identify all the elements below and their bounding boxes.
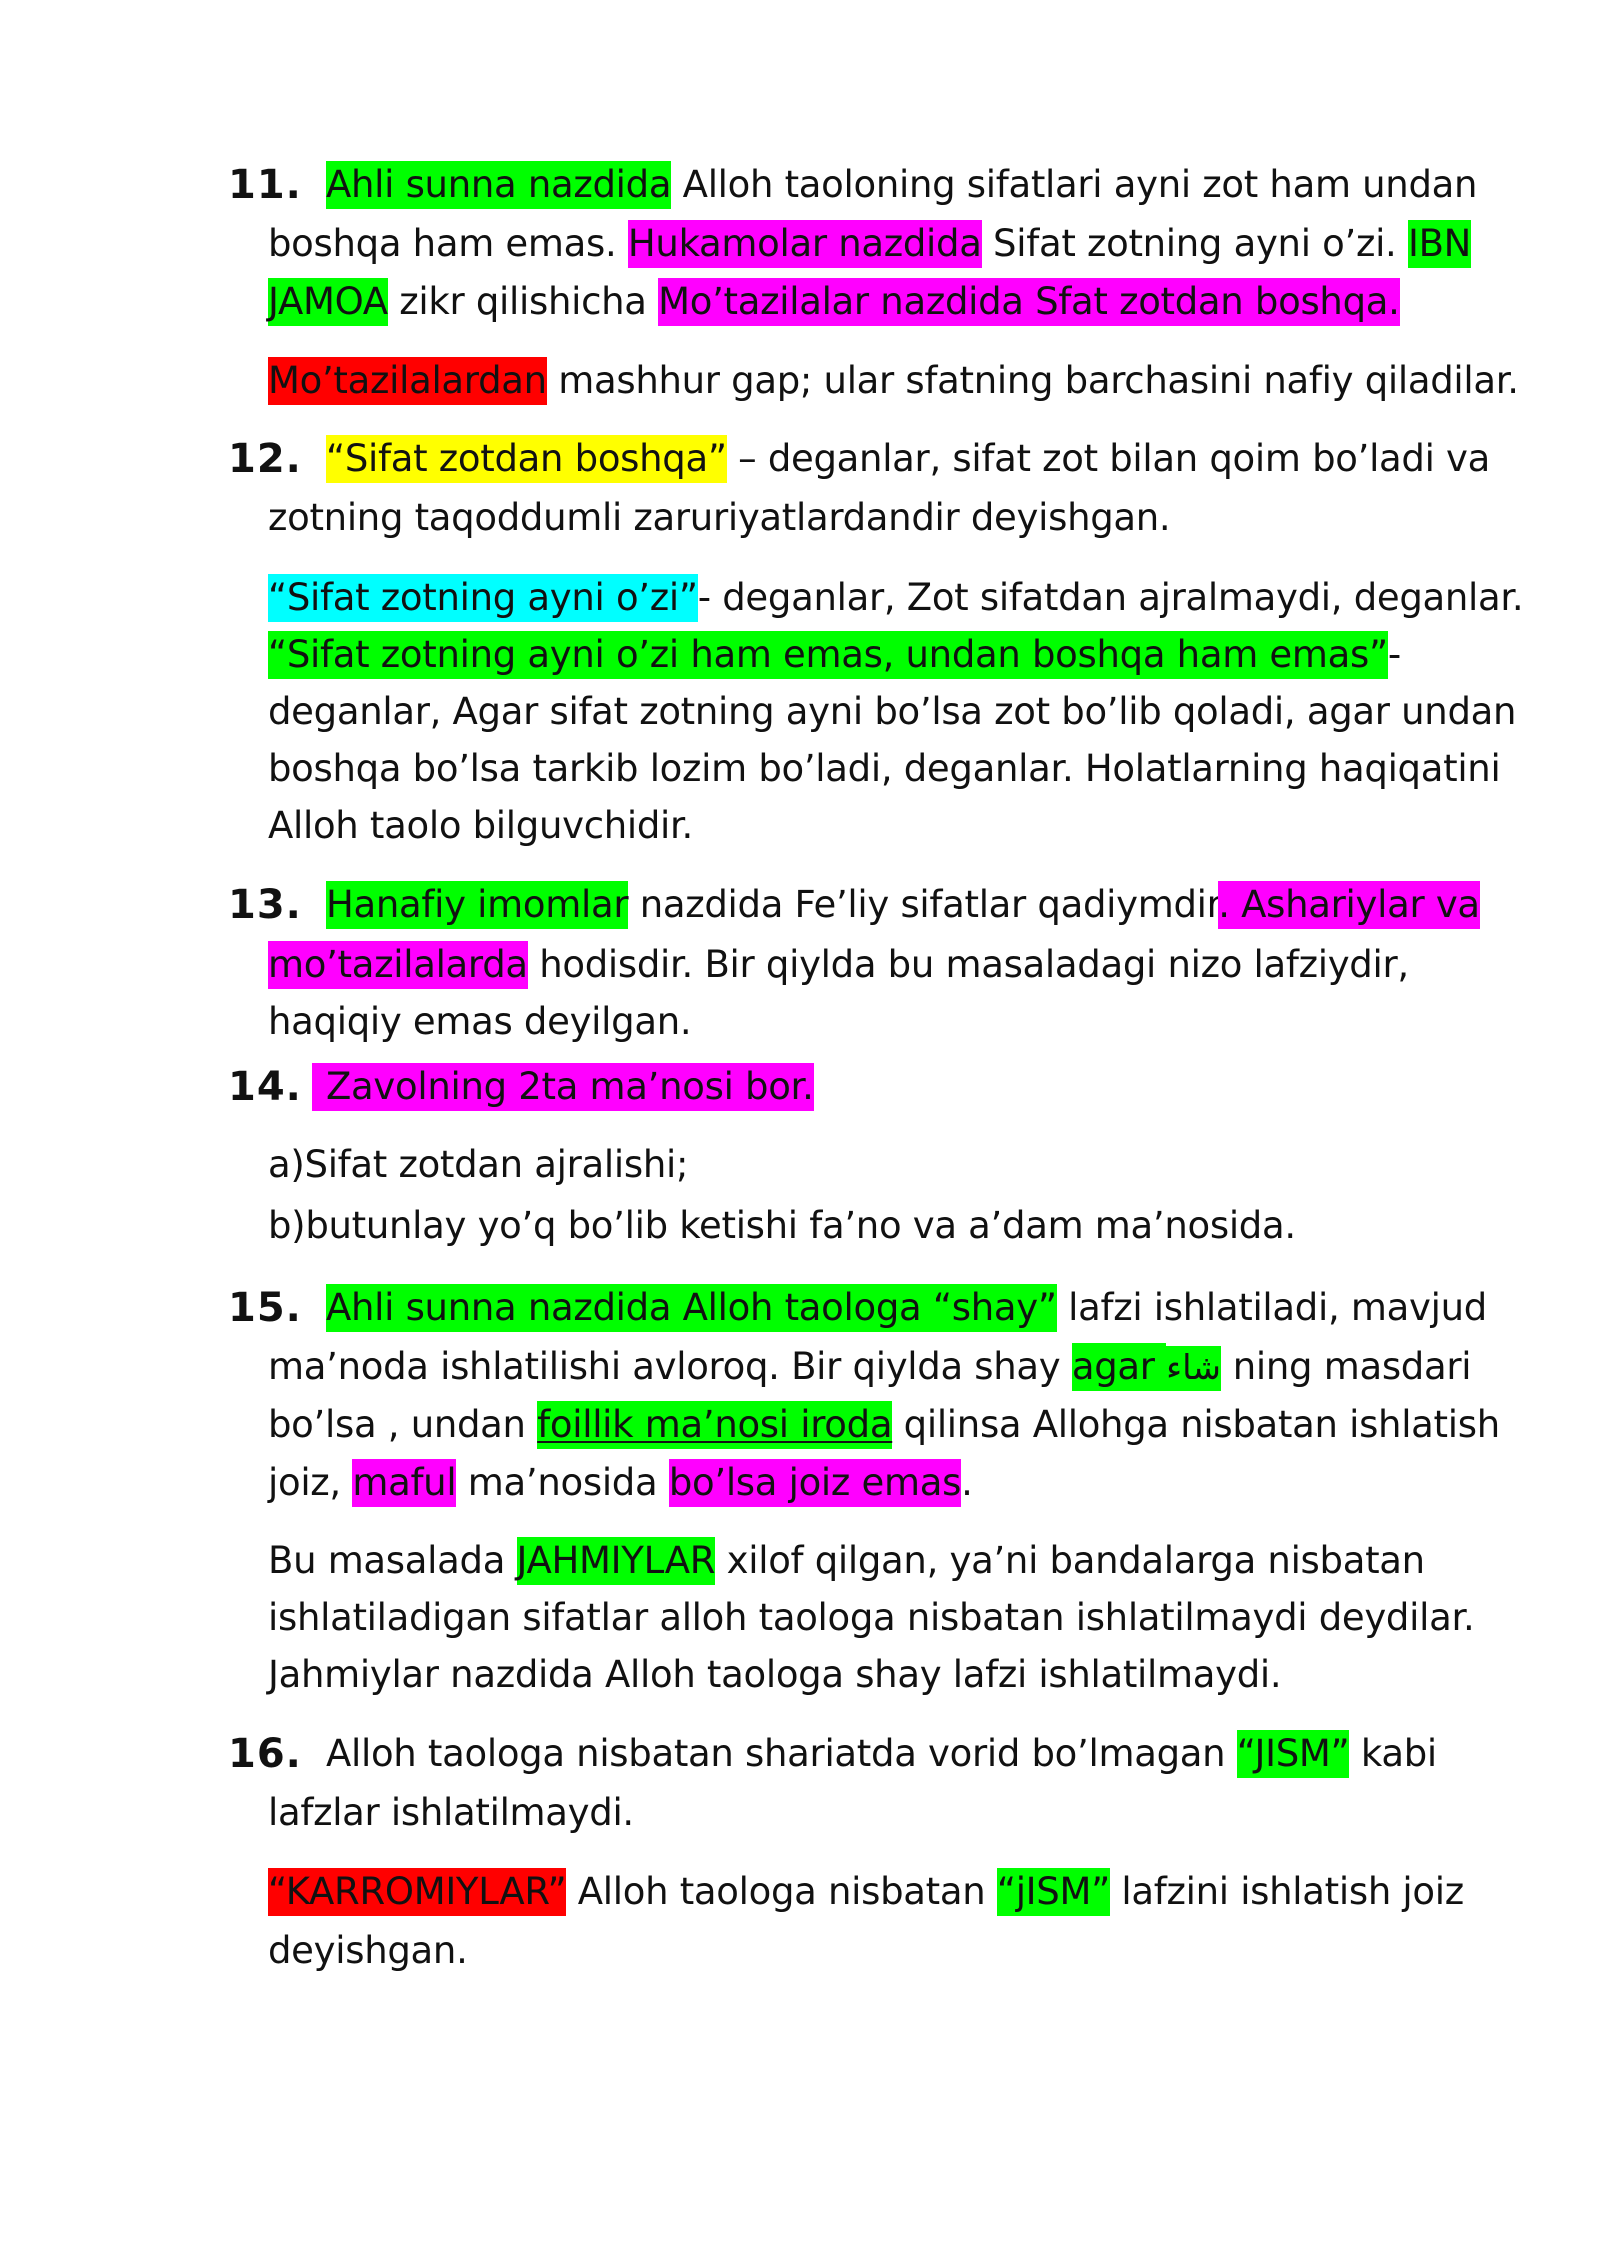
text-line <box>326 436 1490 482</box>
text-line <box>268 575 1523 621</box>
highlight-green-arabic: شاء <box>1166 1346 1221 1391</box>
text-span: ma’noda ishlatilishi avloroq. Bir qiylda shay <box>268 1345 1072 1388</box>
text-span: zikr qilishicha <box>387 280 659 323</box>
highlight-magenta: Mo’tazilalar nazdida Sfat zotdan boshqa. <box>658 278 1399 326</box>
text-span: Alloh taologa nisbatan shariatda vorid bo’lmagan <box>326 1732 1237 1775</box>
text-span: mashhur gap; ular sfatning barchasini nafiy qiladilar. <box>546 359 1519 402</box>
text-line <box>268 1460 973 1506</box>
highlight-green-underlined: foillik ma’nosi iroda <box>537 1401 892 1449</box>
text-span: - <box>1387 633 1401 676</box>
text-span: Alloh taologa nisbatan <box>566 1870 997 1913</box>
highlight-green: Hanafiy imomlar <box>326 881 628 929</box>
text-line <box>268 689 1516 735</box>
text-span: - deganlar, Zot sifatdan ajralmaydi, deganlar. <box>697 576 1524 619</box>
text-span: nazdida Fe’liy sifatlar qadiymdir <box>628 883 1219 926</box>
text-span: boshqa ham emas. <box>268 222 628 265</box>
highlight-yellow: “Sifat zotdan boshqa” <box>326 435 727 483</box>
text-span: Alloh taoloning sifatlari ayni zot ham undan <box>671 163 1478 206</box>
text-span: ning masdari <box>1221 1345 1472 1388</box>
text-line <box>268 221 1471 267</box>
text-line <box>326 1731 1437 1777</box>
highlight-green: agar <box>1072 1343 1166 1391</box>
highlight-magenta: bo’lsa joiz emas <box>669 1459 961 1507</box>
text-span: ishlatiladigan sifatlar alloh taologa nisbatan ishlatilmaydi deydilar. <box>268 1596 1475 1639</box>
text-line <box>268 279 1400 325</box>
text-line <box>268 1402 1500 1448</box>
text-span: b)butunlay yo’q bo’lib ketishi fa’no va a’dam ma’nosida. <box>268 1204 1296 1247</box>
text-span: ma’nosida <box>456 1461 669 1504</box>
highlight-magenta: Zavolning 2ta ma’nosi bor. <box>312 1063 814 1111</box>
text-span: bo’lsa , undan <box>268 1403 538 1446</box>
text-span: qilinsa Allohga nisbatan ishlatish <box>892 1403 1500 1446</box>
text-span: xilof qilgan, ya’ni bandalarga nisbatan <box>715 1539 1425 1582</box>
highlight-green: Ahli sunna nazdida <box>326 161 671 209</box>
highlight-green: Ahli sunna nazdida Alloh taologa “shay” <box>326 1284 1057 1332</box>
text-span: kabi <box>1349 1732 1437 1775</box>
text-line <box>326 162 1477 208</box>
text-span: haqiqiy emas deyilgan. <box>268 1000 692 1043</box>
text-line <box>268 1928 468 1974</box>
text-span: lafzini ishlatish joiz <box>1109 1870 1464 1913</box>
text-line <box>268 1344 1471 1391</box>
item-number: 14. <box>228 1064 302 1110</box>
highlight-magenta: . Ashariylar va <box>1218 881 1480 929</box>
text-line <box>268 1652 1281 1698</box>
text-line <box>268 1869 1464 1915</box>
highlight-cyan: “Sifat zotning ayni o’zi” <box>268 574 698 622</box>
text-line <box>312 1064 814 1110</box>
highlight-green: “Sifat zotning ayni o’zi ham emas, undan boshqa ham emas” <box>268 631 1388 679</box>
highlight-magenta: mo’tazilalarda <box>268 941 528 989</box>
text-line <box>268 1790 634 1836</box>
text-line <box>268 1203 1296 1249</box>
text-line <box>326 882 1480 928</box>
item-number: 12. <box>228 436 302 482</box>
highlight-green: JAMOA <box>268 278 388 326</box>
text-span: Sifat zotning ayni o’zi. <box>981 222 1408 265</box>
text-span: Alloh taolo bilguvchidir. <box>268 804 694 847</box>
highlight-green: IBN <box>1408 220 1471 268</box>
text-span: hodisdir. Bir qiylda bu masaladagi nizo lafziydir, <box>527 943 1409 986</box>
item-number: 15. <box>228 1285 302 1331</box>
highlight-red: “KARROMIYLAR” <box>268 1868 566 1916</box>
text-line <box>268 358 1519 404</box>
text-line <box>326 1285 1487 1331</box>
text-line <box>268 999 691 1045</box>
text-line <box>268 1595 1474 1641</box>
text-span: deganlar, Agar sifat zotning ayni bo’lsa zot bo’lib qoladi, agar undan <box>268 690 1517 733</box>
text-line <box>268 1538 1425 1584</box>
text-span: . <box>961 1461 973 1504</box>
item-number: 11. <box>228 162 302 208</box>
text-span: – deganlar, sifat zot bilan qoim bo’ladi va <box>726 437 1491 480</box>
text-span: lafzi ishlatiladi, mavjud <box>1056 1286 1487 1329</box>
text-span: lafzlar ishlatilmaydi. <box>268 1791 634 1834</box>
highlight-magenta: Hukamolar nazdida <box>628 220 982 268</box>
text-span: boshqa bo’lsa tarkib lozim bo’ladi, deganlar. Holatlarning haqiqatini <box>268 747 1501 790</box>
text-line <box>268 495 1170 541</box>
text-line <box>268 803 693 849</box>
text-span: deyishgan. <box>268 1929 468 1972</box>
highlight-magenta: maful <box>352 1459 456 1507</box>
text-span: Jahmiylar nazdida Alloh taologa shay lafzi ishlatilmaydi. <box>268 1653 1282 1696</box>
highlight-green: JAHMIYLAR <box>517 1537 716 1585</box>
text-span: joiz, <box>268 1461 353 1504</box>
highlight-red: Mo’tazilalardan <box>268 357 547 405</box>
text-span: Bu masalada <box>268 1539 517 1582</box>
text-line <box>268 746 1500 792</box>
highlight-green: “jISM” <box>997 1868 1110 1916</box>
text-line <box>268 632 1401 678</box>
highlight-green: “JISM” <box>1237 1730 1350 1778</box>
item-number: 16. <box>228 1731 302 1777</box>
text-span: zotning taqoddumli zaruriyatlardandir deyishgan. <box>268 496 1171 539</box>
text-span: a)Sifat zotdan ajralishi; <box>268 1143 689 1186</box>
text-line <box>268 1142 688 1188</box>
item-number: 13. <box>228 882 302 928</box>
text-line <box>268 942 1409 988</box>
